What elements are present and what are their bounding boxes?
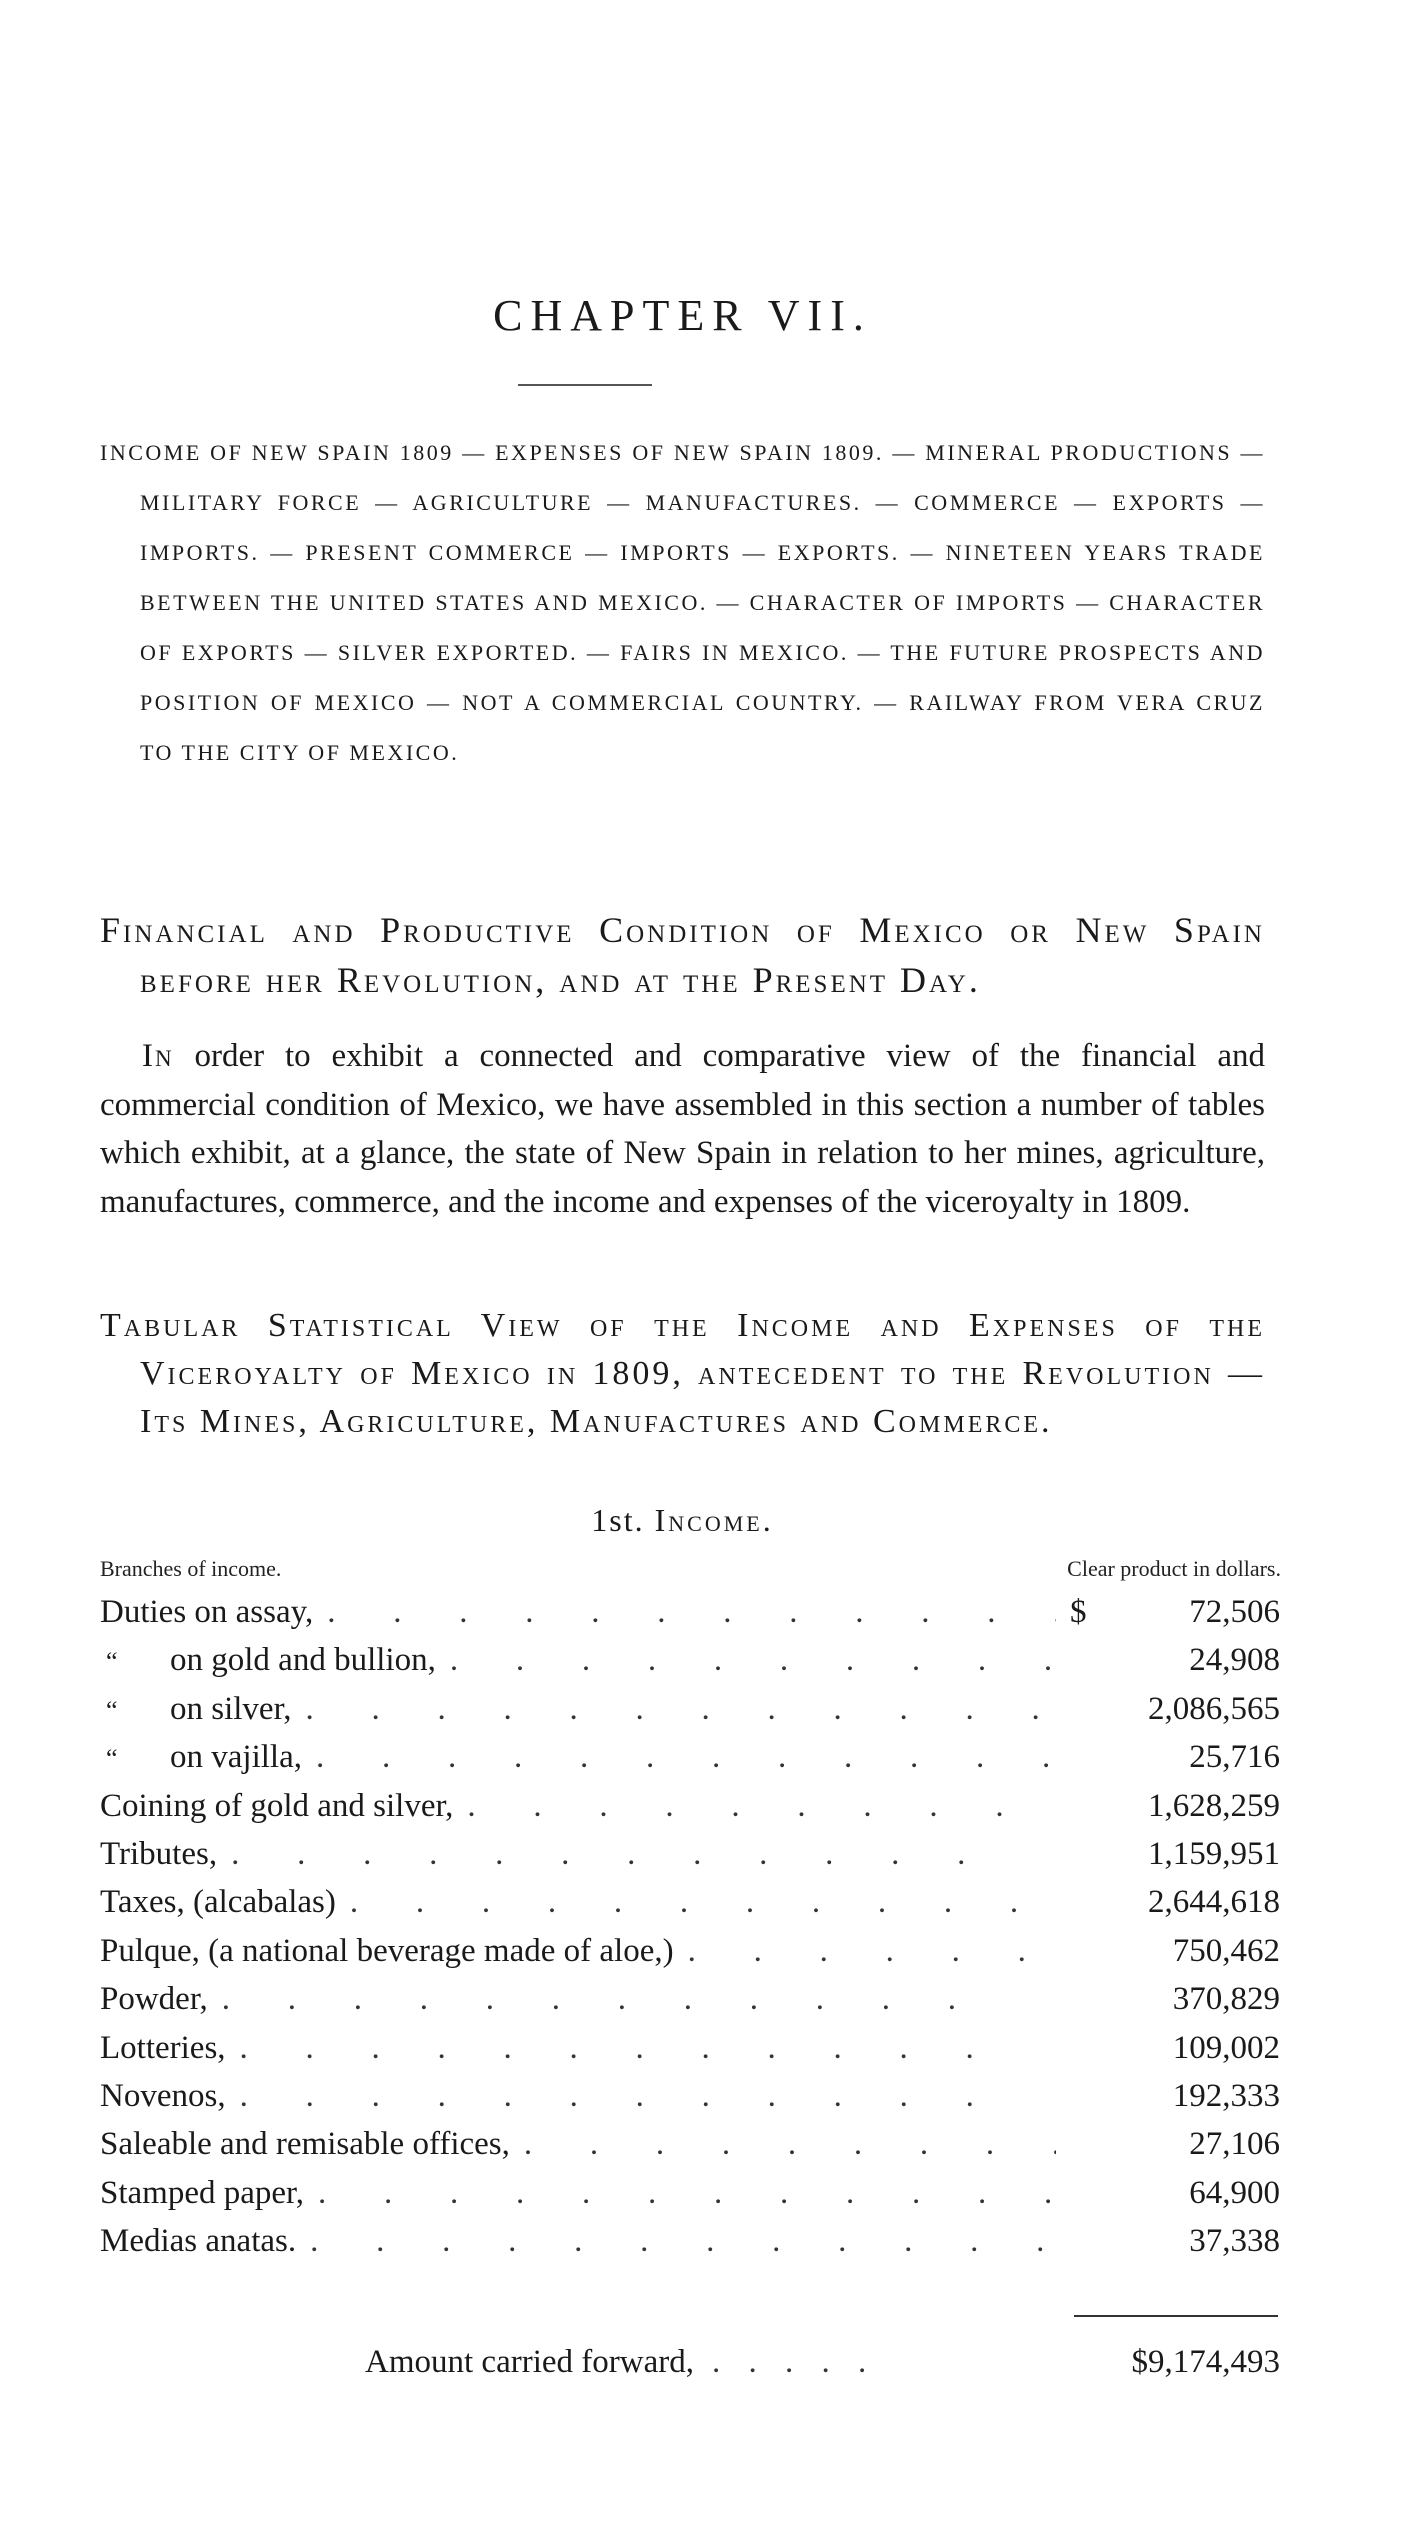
dot-leaders	[310, 2217, 1056, 2265]
dot-leaders	[306, 1685, 1057, 1733]
column-header-clear-product: Clear product in dollars.	[1067, 1556, 1281, 1581]
column-header-branches: Branches of income.	[100, 1556, 282, 1581]
chapter-divider-rule	[518, 384, 652, 386]
section-heading-financial-condition: Financial and Productive Condition of Mexico or New Spain before her Revolution, and at the Present Day.	[100, 910, 1265, 1000]
row-label: Medias anatas.	[100, 2223, 297, 2260]
row-label: Powder,	[100, 1981, 208, 2018]
table-row	[100, 2217, 1280, 2265]
dot-leaders	[712, 2338, 1114, 2386]
row-value: 27,106	[1189, 2126, 1280, 2163]
table-row	[100, 2169, 1280, 2217]
row-value: 1,628,259	[1148, 1787, 1280, 1824]
table-row	[100, 2072, 1280, 2120]
row-label-text: on gold and bullion,	[170, 1642, 436, 1679]
total-value: $9,174,493	[1131, 2344, 1280, 2380]
dot-leaders	[467, 1782, 1056, 1830]
row-label: Saleable and remisable offices,	[100, 2126, 510, 2163]
table-row	[100, 1830, 1280, 1878]
row-value: 192,333	[1172, 2077, 1280, 2114]
table-row	[100, 1733, 1280, 1781]
row-label	[100, 1733, 302, 1783]
table-row	[100, 1878, 1280, 1926]
row-label: Novenos,	[100, 2077, 226, 2114]
row-value: 750,462	[1172, 1932, 1280, 1969]
row-value: 109,002	[1172, 2029, 1280, 2066]
section-heading-tabular-view: Tabular Statistical View of the Income and Expenses of the Viceroyalty of Mexico in 1809, antecedent to the Revolution — Its Mines, Agriculture, Manufactures and Commerce.	[100, 1307, 1265, 1440]
dot-leaders	[450, 1636, 1056, 1684]
row-value: 64,900	[1189, 2174, 1280, 2211]
table-row	[100, 2120, 1280, 2168]
dot-leaders	[222, 1975, 1056, 2023]
table-row	[100, 1927, 1280, 1975]
table-row	[100, 1975, 1280, 2023]
row-label-text: on vajilla,	[170, 1739, 302, 1776]
dot-leaders	[240, 2024, 1056, 2072]
row-label: Pulque, (a national beverage made of aloe,)	[100, 1932, 674, 1969]
currency-symbol: $	[1070, 1594, 1087, 1630]
table-row	[100, 1782, 1280, 1830]
dot-leaders	[688, 1927, 1056, 1975]
table-row	[100, 1636, 1280, 1684]
table-row	[100, 2024, 1280, 2072]
table-section-name: Income.	[654, 1502, 774, 1538]
dot-leaders	[318, 2169, 1056, 2217]
row-label: Duties on assay,	[100, 1594, 314, 1630]
paragraph-body: order to exhibit a connected and comparative view of the financial and commercial condition of Mexico, we have assembled in this section a number of tables which exhibit, at a glance, the state of New Spain in relation to her mines, agriculture, manufactures, commerce, and the income and expenses of the viceroyalty in 1809.	[100, 1038, 1265, 1220]
row-label: Lotteries,	[100, 2029, 226, 2066]
row-label-text: on silver,	[170, 1690, 292, 1727]
income-table	[100, 1588, 1280, 2265]
dot-leaders	[524, 2120, 1056, 2168]
ditto-mark: “	[106, 1695, 118, 1725]
ditto-mark: “	[106, 1744, 118, 1774]
row-value: 2,644,618	[1148, 1884, 1280, 1921]
row-label	[100, 1685, 292, 1735]
total-row	[365, 2338, 1280, 2386]
total-label: Amount carried forward,	[365, 2344, 694, 2380]
row-label	[100, 1636, 436, 1686]
row-value: 25,716	[1189, 1739, 1280, 1776]
table-section-number: 1st.	[591, 1502, 645, 1538]
intro-paragraph	[100, 1032, 1265, 1226]
row-label: Coining of gold and silver,	[100, 1787, 454, 1824]
row-value: 37,338	[1189, 2223, 1280, 2260]
dot-leaders	[327, 1588, 1056, 1636]
dot-leaders	[240, 2072, 1056, 2120]
table-row	[100, 1588, 1280, 1636]
ditto-mark: “	[106, 1647, 118, 1677]
row-label: Taxes, (alcabalas)	[100, 1884, 336, 1921]
row-value: 2,086,565	[1148, 1690, 1280, 1727]
chapter-title: CHAPTER VII.	[493, 291, 872, 340]
row-value: 24,908	[1189, 1642, 1280, 1679]
row-label: Stamped paper,	[100, 2174, 304, 2211]
row-label: Tributes,	[100, 1835, 218, 1872]
table-row	[100, 1685, 1280, 1733]
dot-leaders	[231, 1830, 1056, 1878]
chapter-synopsis: INCOME OF NEW SPAIN 1809 — EXPENSES OF NEW SPAIN 1809. — MINERAL PRODUCTIONS — MILITARY FORCE — AGRICULTURE — MANUFACTURES. — COMMERCE — EXPORTS — IMPORTS. — PRESENT COMMERCE — IMPORTS — EXPORTS. — NINETEEN YEARS TRADE BETWEEN THE UNITED STATES AND MEXICO. — CHARACTER OF IMPORTS — CHARACTER OF EXPORTS — SILVER EXPORTED. — FAIRS IN MEXICO. — THE FUTURE PROSPECTS AND POSITION OF MEXICO — NOT A COMMERCIAL COUNTRY. — RAILWAY FROM VERA CRUZ TO THE CITY OF MEXICO.	[100, 440, 1265, 765]
row-value: 1,159,951	[1148, 1835, 1280, 1872]
dot-leaders	[350, 1878, 1056, 1926]
sum-rule	[1074, 2315, 1278, 2317]
paragraph-lead-word: In	[142, 1038, 174, 1074]
table-section-title	[100, 1502, 1265, 1539]
row-value: 370,829	[1172, 1981, 1280, 2018]
dot-leaders	[316, 1733, 1056, 1781]
row-value: 72,506	[1189, 1594, 1280, 1630]
